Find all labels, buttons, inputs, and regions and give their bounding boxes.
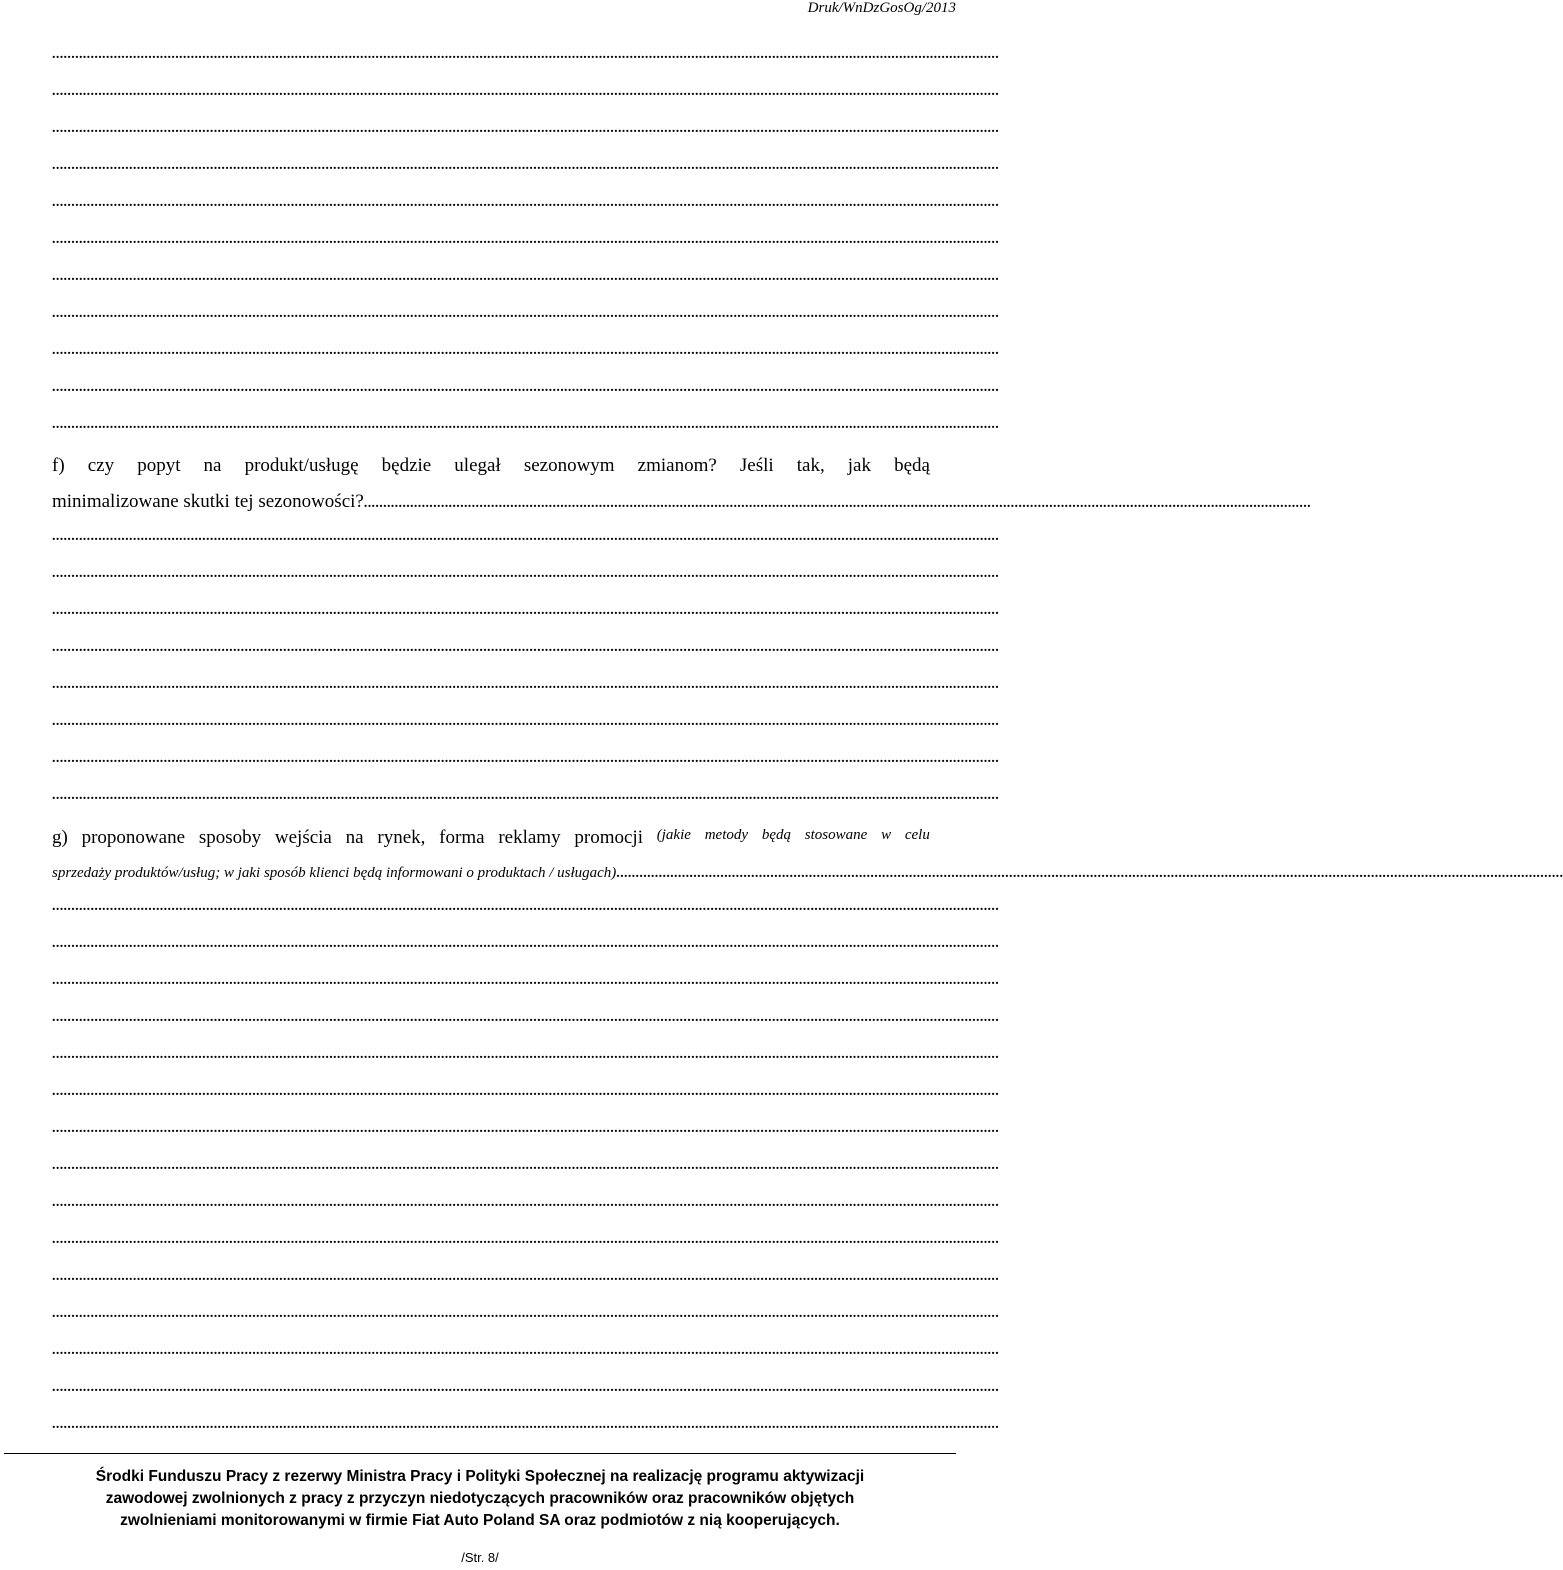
answer-line-inline[interactable]: ...................................................................................................................................................................................................................................................... [363,496,1311,511]
answer-line[interactable]: ...................................................................................................................................................................................................................................................... [52,1417,1000,1432]
answer-line[interactable]: ...................................................................................................................................................................................................................................................... [52,195,1000,210]
question-g-word: na [345,827,364,848]
answer-line[interactable]: ...................................................................................................................................................................................................................................................... [52,121,1000,136]
question-f-word: zmianom? [637,455,717,476]
answer-line[interactable]: ...................................................................................................................................................................................................................................................... [52,529,1000,544]
question-g-word: sposoby [198,827,262,848]
answer-line[interactable]: ...................................................................................................................................................................................................................................................... [52,603,1000,618]
footer-funding-note [4,1466,956,1532]
answer-line[interactable]: ...................................................................................................................................................................................................................................................... [52,1121,1000,1136]
question-g-word: wejścia [274,827,332,848]
question-f-word: będą [894,455,930,476]
answer-line[interactable]: ...................................................................................................................................................................................................................................................... [52,1158,1000,1173]
answer-line[interactable]: ...................................................................................................................................................................................................................................................... [52,1195,1000,1210]
question-f-text: minimalizowane skutki tej sezonowości? [52,491,364,512]
question-f-word: jak [847,455,871,476]
question-g-hint-word: (jakie [656,827,691,843]
answer-line[interactable]: ...................................................................................................................................................................................................................................................... [52,1010,1000,1025]
answer-line[interactable]: ...................................................................................................................................................................................................................................................... [52,566,1000,581]
question-f-line2 [52,491,1311,513]
question-g-line1 [52,827,930,849]
answer-line[interactable]: ...................................................................................................................................................................................................................................................... [52,269,1000,284]
answer-line[interactable]: ...................................................................................................................................................................................................................................................... [52,232,1000,247]
question-g-word: rynek, [377,827,426,848]
footer-line: zawodowej zwolnionych z pracy z przyczyn niedotyczących pracowników oraz pracowników objętych [105,1490,855,1507]
question-f-word: f) [52,455,65,476]
answer-line[interactable]: ...................................................................................................................................................................................................................................................... [52,677,1000,692]
answer-line[interactable]: ...................................................................................................................................................................................................................................................... [52,1232,1000,1247]
footer-divider [4,1453,956,1454]
question-f-word: czy [87,455,115,476]
answer-line[interactable]: ...................................................................................................................................................................................................................................................... [52,1306,1000,1321]
question-f-word: popyt [137,455,181,476]
answer-line[interactable]: ...................................................................................................................................................................................................................................................... [52,899,1000,914]
answer-line[interactable]: ...................................................................................................................................................................................................................................................... [52,417,1000,432]
question-f-word: będzie [381,455,432,476]
question-f-word: ulegał [454,455,501,476]
answer-line[interactable]: ...................................................................................................................................................................................................................................................... [52,936,1000,951]
answer-line[interactable]: ...................................................................................................................................................................................................................................................... [52,1380,1000,1395]
question-f-word: sezonowym [523,455,615,476]
answer-line[interactable]: ...................................................................................................................................................................................................................................................... [52,158,1000,173]
answer-line[interactable]: ...................................................................................................................................................................................................................................................... [52,788,1000,803]
question-g-hint-word: będą [761,827,791,843]
answer-line[interactable]: ...................................................................................................................................................................................................................................................... [52,640,1000,655]
question-f-word: na [203,455,222,476]
question-g-hint-word: metody [704,827,749,843]
question-g-word: g) [52,827,68,848]
answer-line[interactable]: ...................................................................................................................................................................................................................................................... [52,751,1000,766]
answer-line[interactable]: ...................................................................................................................................................................................................................................................... [52,306,1000,321]
answer-line[interactable]: ...................................................................................................................................................................................................................................................... [52,47,1000,62]
question-f-line1 [52,455,930,477]
question-f-word: Jeśli [739,455,774,476]
question-g-word: forma [439,827,485,848]
question-f-word: produkt/usługę [244,455,359,476]
question-f-word: tak, [796,455,825,476]
answer-line[interactable]: ...................................................................................................................................................................................................................................................... [52,1269,1000,1284]
question-g-hint-word: stosowane [804,827,868,843]
answer-line[interactable]: ...................................................................................................................................................................................................................................................... [52,1084,1000,1099]
question-g-hint-word: w [881,827,892,843]
question-g-hint-word: celu [904,827,930,843]
answer-line[interactable]: ...................................................................................................................................................................................................................................................... [52,84,1000,99]
footer-line: Środki Funduszu Pracy z rezerwy Ministra Pracy i Polityki Społecznej na realizację programu aktywizacji [95,1468,865,1485]
answer-line[interactable]: ...................................................................................................................................................................................................................................................... [52,1343,1000,1358]
question-g-line2 [52,861,1563,883]
answer-line[interactable]: ...................................................................................................................................................................................................................................................... [52,714,1000,729]
document-code: Druk/WnDzGosOg/2013 [807,0,956,16]
question-g-word: proponowane [81,827,186,848]
answer-line[interactable]: ...................................................................................................................................................................................................................................................... [52,343,1000,358]
answer-line[interactable]: ...................................................................................................................................................................................................................................................... [52,380,1000,395]
answer-line[interactable]: ...................................................................................................................................................................................................................................................... [52,973,1000,988]
question-g-word: promocji [574,827,643,848]
answer-line[interactable]: ...................................................................................................................................................................................................................................................... [52,1047,1000,1062]
page-number: /Str. 8/ [461,1550,499,1565]
question-g-word: reklamy [498,827,561,848]
question-g-hint: sprzedaży produktów/usług; w jaki sposób klienci będą informowani o produktach / usługach) [52,865,617,881]
answer-line-inline[interactable]: ...................................................................................................................................................................................................................................................... [616,866,1563,881]
footer-line: zwolnieniami monitorowanymi w firmie Fiat Auto Poland SA oraz podmiotów z nią kooperujących. [120,1512,840,1529]
